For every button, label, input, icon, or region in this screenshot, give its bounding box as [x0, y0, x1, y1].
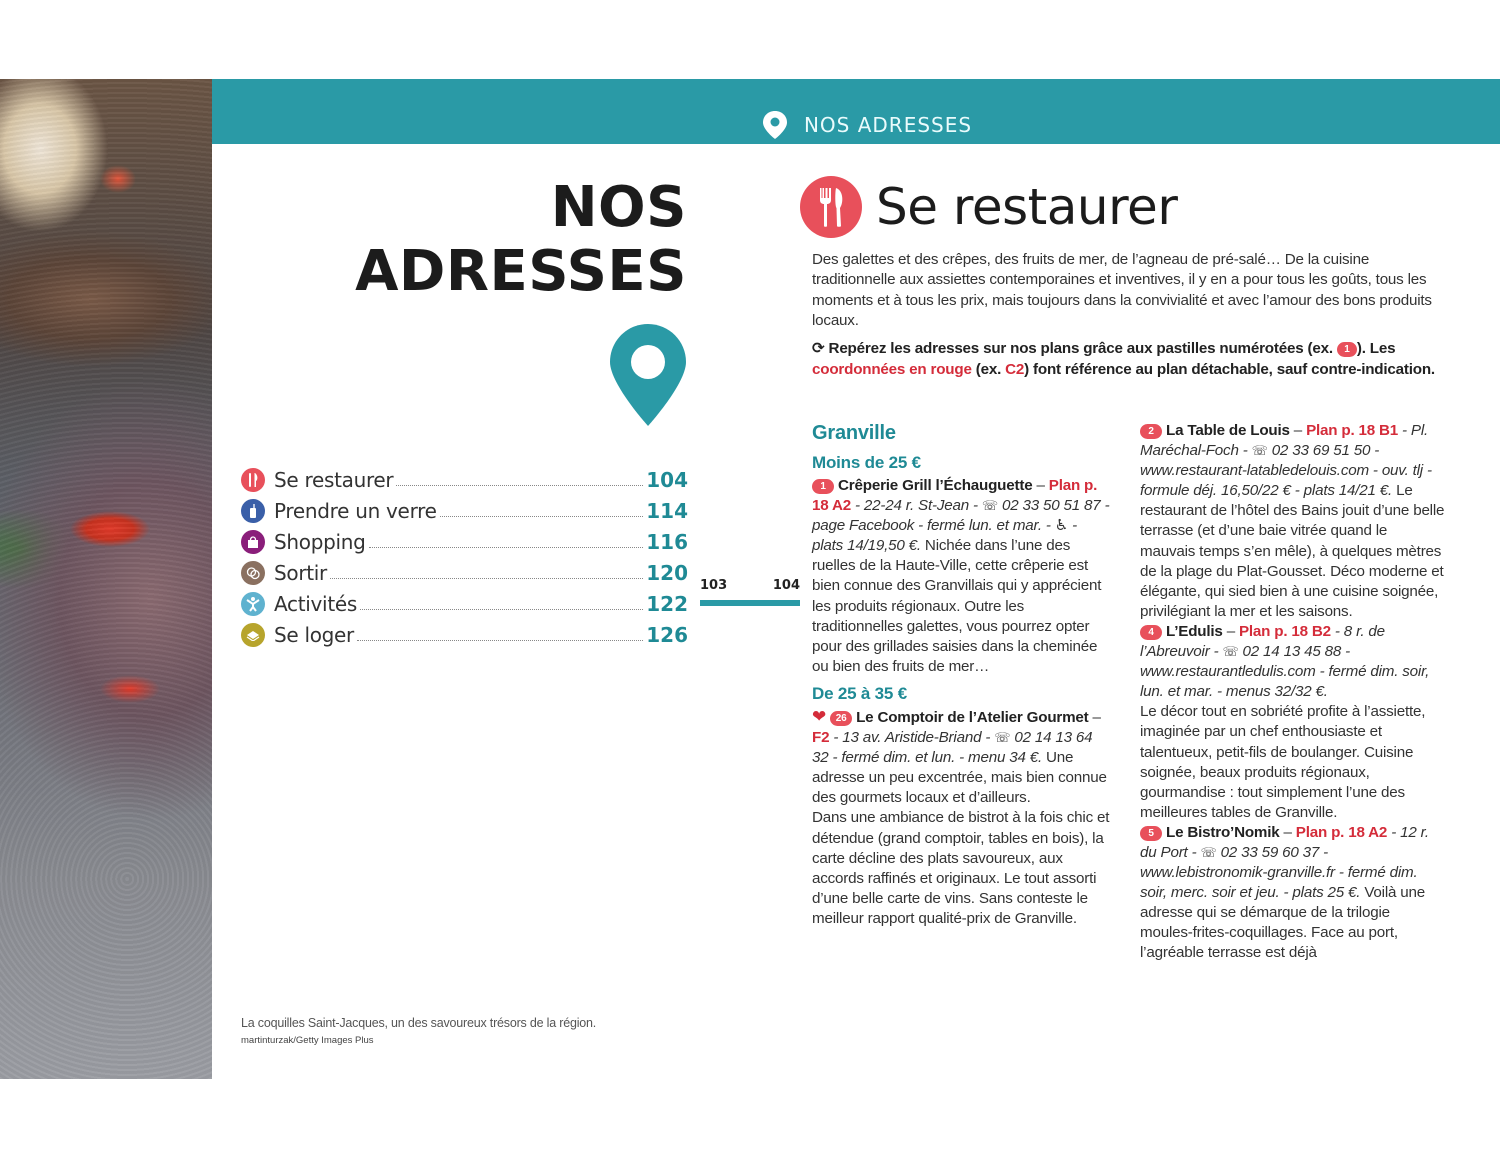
listing-description: Le décor tout en sobriété profite à l’assiette, imaginée par un chef enthousiaste et talentueux, petit-fils de boulanger. Cuisine soignée, beaux produits régionaux, gourmandise : tout simplement l’une des meilleures tables de Granville.	[1140, 703, 1426, 821]
listing-name: L’Edulis	[1166, 622, 1223, 640]
page-title-line1: NOS	[550, 175, 687, 240]
listing-entry: 1 Crêperie Grill l’Échauguette – Plan p. 18 A2 - 22-24 r. St-Jean - ☏ 02 33 50 51 87 - page Facebook - fermé lun. et mar. - ♿ - plats 14/19,50 €. Nichée dans l’une des ruelles de la Haute-Ville, cette crêperie est bien connue des Granvillais qui y apprécient les produits régionaux. Outre les traditionnelles galettes, vous pourrez opter pour des grillades saisies dans la cheminée ou bien des fruits de mer…	[812, 477, 1110, 675]
toc-item-se-loger[interactable]: Se loger 126	[241, 619, 688, 650]
column-1	[812, 420, 1112, 929]
page-title-line2: ADRESSES	[355, 239, 687, 304]
toc-item-activites[interactable]: Activités 122	[241, 588, 688, 619]
photo-credit: martinturzak/Getty Images Plus	[241, 1035, 374, 1046]
heart-icon: ❤	[812, 706, 827, 726]
price-heading: Moins de 25 €	[812, 453, 921, 472]
number-pill: 5	[1140, 826, 1162, 841]
listing-name: Le Comptoir de l’Atelier Gourmet	[856, 708, 1089, 726]
section-heading	[800, 176, 1177, 238]
price-heading: De 25 à 35 €	[812, 683, 907, 703]
phone-icon: ☏	[1251, 443, 1268, 459]
listing-name: Crêperie Grill l’Échauguette	[838, 477, 1033, 494]
phone-icon: ☏	[981, 498, 998, 514]
map-pin-icon	[762, 110, 788, 140]
page-indicator	[700, 578, 800, 606]
map-reference: Plan p. 18 B1	[1306, 422, 1399, 439]
toc-item-prendre-un-verre[interactable]: Prendre un verre 114	[241, 495, 688, 526]
scallop-photo	[0, 79, 212, 1079]
phone-icon: ☏	[1200, 844, 1217, 860]
section-title: Se restaurer	[876, 178, 1178, 236]
page-title	[355, 176, 687, 304]
phone-number: 02 33 59 60 37	[1220, 843, 1320, 861]
map-note: ⟳ Repérez les adresses sur nos plans grâce aux pastilles numérotées (ex. 1 ). Les coordonnées en rouge (ex. C2) font référence au plan détachable, sauf contre-indication.	[812, 340, 1435, 378]
intro-paragraph: Des galettes et des crêpes, des fruits de mer, de l’agneau de pré-salé… De la cuisine traditionnelle aux assiettes contemporaines et inventives, il y en a pour tous les goûts, tous les moments et à tous les prix, mais toujours dans la convivialité et avec l’amour des bons produits locaux.	[812, 251, 1432, 329]
number-pill: 4	[1140, 625, 1162, 640]
listing-name: Le Bistro’Nomik	[1166, 823, 1280, 841]
listing-entry: ❤ 26 Le Comptoir de l’Atelier Gourmet – F2 - 13 av. Aristide-Briand - ☏ 02 14 13 64 32 - fermé dim. et lun. - menu 34 €. Une adresse un peu excentrée, mais bien connue des gourmets locaux et d’ailleurs.	[812, 706, 1107, 807]
arrow-icon: ⟳	[812, 340, 829, 357]
theatre-mask-icon	[241, 561, 265, 585]
page-progress-bar	[700, 600, 800, 606]
phone-number: 02 33 50 51 87	[1002, 497, 1101, 515]
map-reference: Plan p. 18 A2	[1295, 823, 1388, 841]
listing-entry: 5 Le Bistro’Nomik – Plan p. 18 A2 - 12 r. du Port - ☏ 02 33 59 60 37 - www.lebistronomik-granville.fr - fermé dim. soir, merc. soir et jeu. - plats 25 €. Voilà une adresse qui se démarque de la trilogie moules-frites-coquillages. Face au port, l’agréable terrasse est déjà	[1140, 823, 1429, 962]
person-activity-icon	[241, 592, 265, 616]
number-pill: 1	[1337, 342, 1357, 357]
phone-number: 02 14 13 45 88	[1242, 643, 1342, 661]
toc-item-shopping[interactable]: Shopping 116	[241, 526, 688, 557]
phone-number: 02 33 69 51 50	[1271, 442, 1371, 460]
listing-entry: 4 L’Edulis – Plan p. 18 B2 - 8 r. de l’Abreuvoir - ☏ 02 14 13 45 88 - www.restaurantledulis.com - fermé dim. soir, lun. et mar. - menus 32/32 €.	[1140, 622, 1430, 701]
fork-knife-icon	[241, 468, 265, 492]
map-reference: Plan p. 18 A2	[812, 477, 1098, 515]
header-title: NOS ADRESSES	[803, 112, 973, 137]
listing-name: La Table de Louis	[1166, 422, 1290, 439]
number-pill: 2	[1140, 424, 1162, 439]
phone-icon: ☏	[1222, 644, 1239, 660]
toc-item-se-restaurer[interactable]: Se restaurer 104	[241, 464, 688, 495]
listing-description: Dans une ambiance de bistrot à la fois chic et détendue (grand comptoir, tables en bois), la carte décline des plats savoureux, aux accords raffinés et originaux. Le tout assorti d’une belle carte de vins. Sans conteste le meilleur rapport qualité-prix de Granville.	[812, 809, 1110, 927]
column-2	[1140, 421, 1445, 964]
map-reference: F2	[812, 729, 830, 747]
drink-icon	[241, 499, 265, 523]
map-pin-icon	[608, 322, 688, 428]
map-reference: Plan p. 18 B2	[1238, 622, 1331, 640]
number-pill: 1	[812, 479, 834, 494]
shopping-bag-icon	[241, 530, 265, 554]
photo-caption: La coquilles Saint-Jacques, un des savoureux trésors de la région.	[241, 1016, 597, 1030]
page-number-left: 103	[700, 578, 728, 593]
table-of-contents	[241, 464, 688, 650]
bed-icon	[241, 623, 265, 647]
phone-number: 02 14 13 64 32	[812, 729, 1093, 767]
fork-knife-icon	[800, 176, 862, 238]
number-pill: 26	[830, 711, 852, 726]
toc-item-sortir[interactable]: Sortir 120	[241, 557, 688, 588]
city-heading: Granville	[812, 422, 896, 444]
section-header-bar	[212, 79, 1500, 144]
page-number-right: 104	[772, 578, 800, 593]
listing-entry: 2 La Table de Louis – Plan p. 18 B1 - Pl. Maréchal-Foch - ☏ 02 33 69 51 50 - www.restaurant-latabledelouis.com - ouv. tlj - formule déj. 16,50/22 € - plats 14/21 €. Le restaurant de l’hôtel des Bains jouit d’une belle terrasse (et d’une baie vitrée quand le mauvais temps s’en mêle), à quelques mètres de la plage du Plat-Gousset. Déco moderne et élégante, qui sied bien à une cuisine soignée, privilégiant la mer et les saisons.	[1140, 422, 1445, 620]
phone-icon: ☏	[994, 730, 1011, 746]
